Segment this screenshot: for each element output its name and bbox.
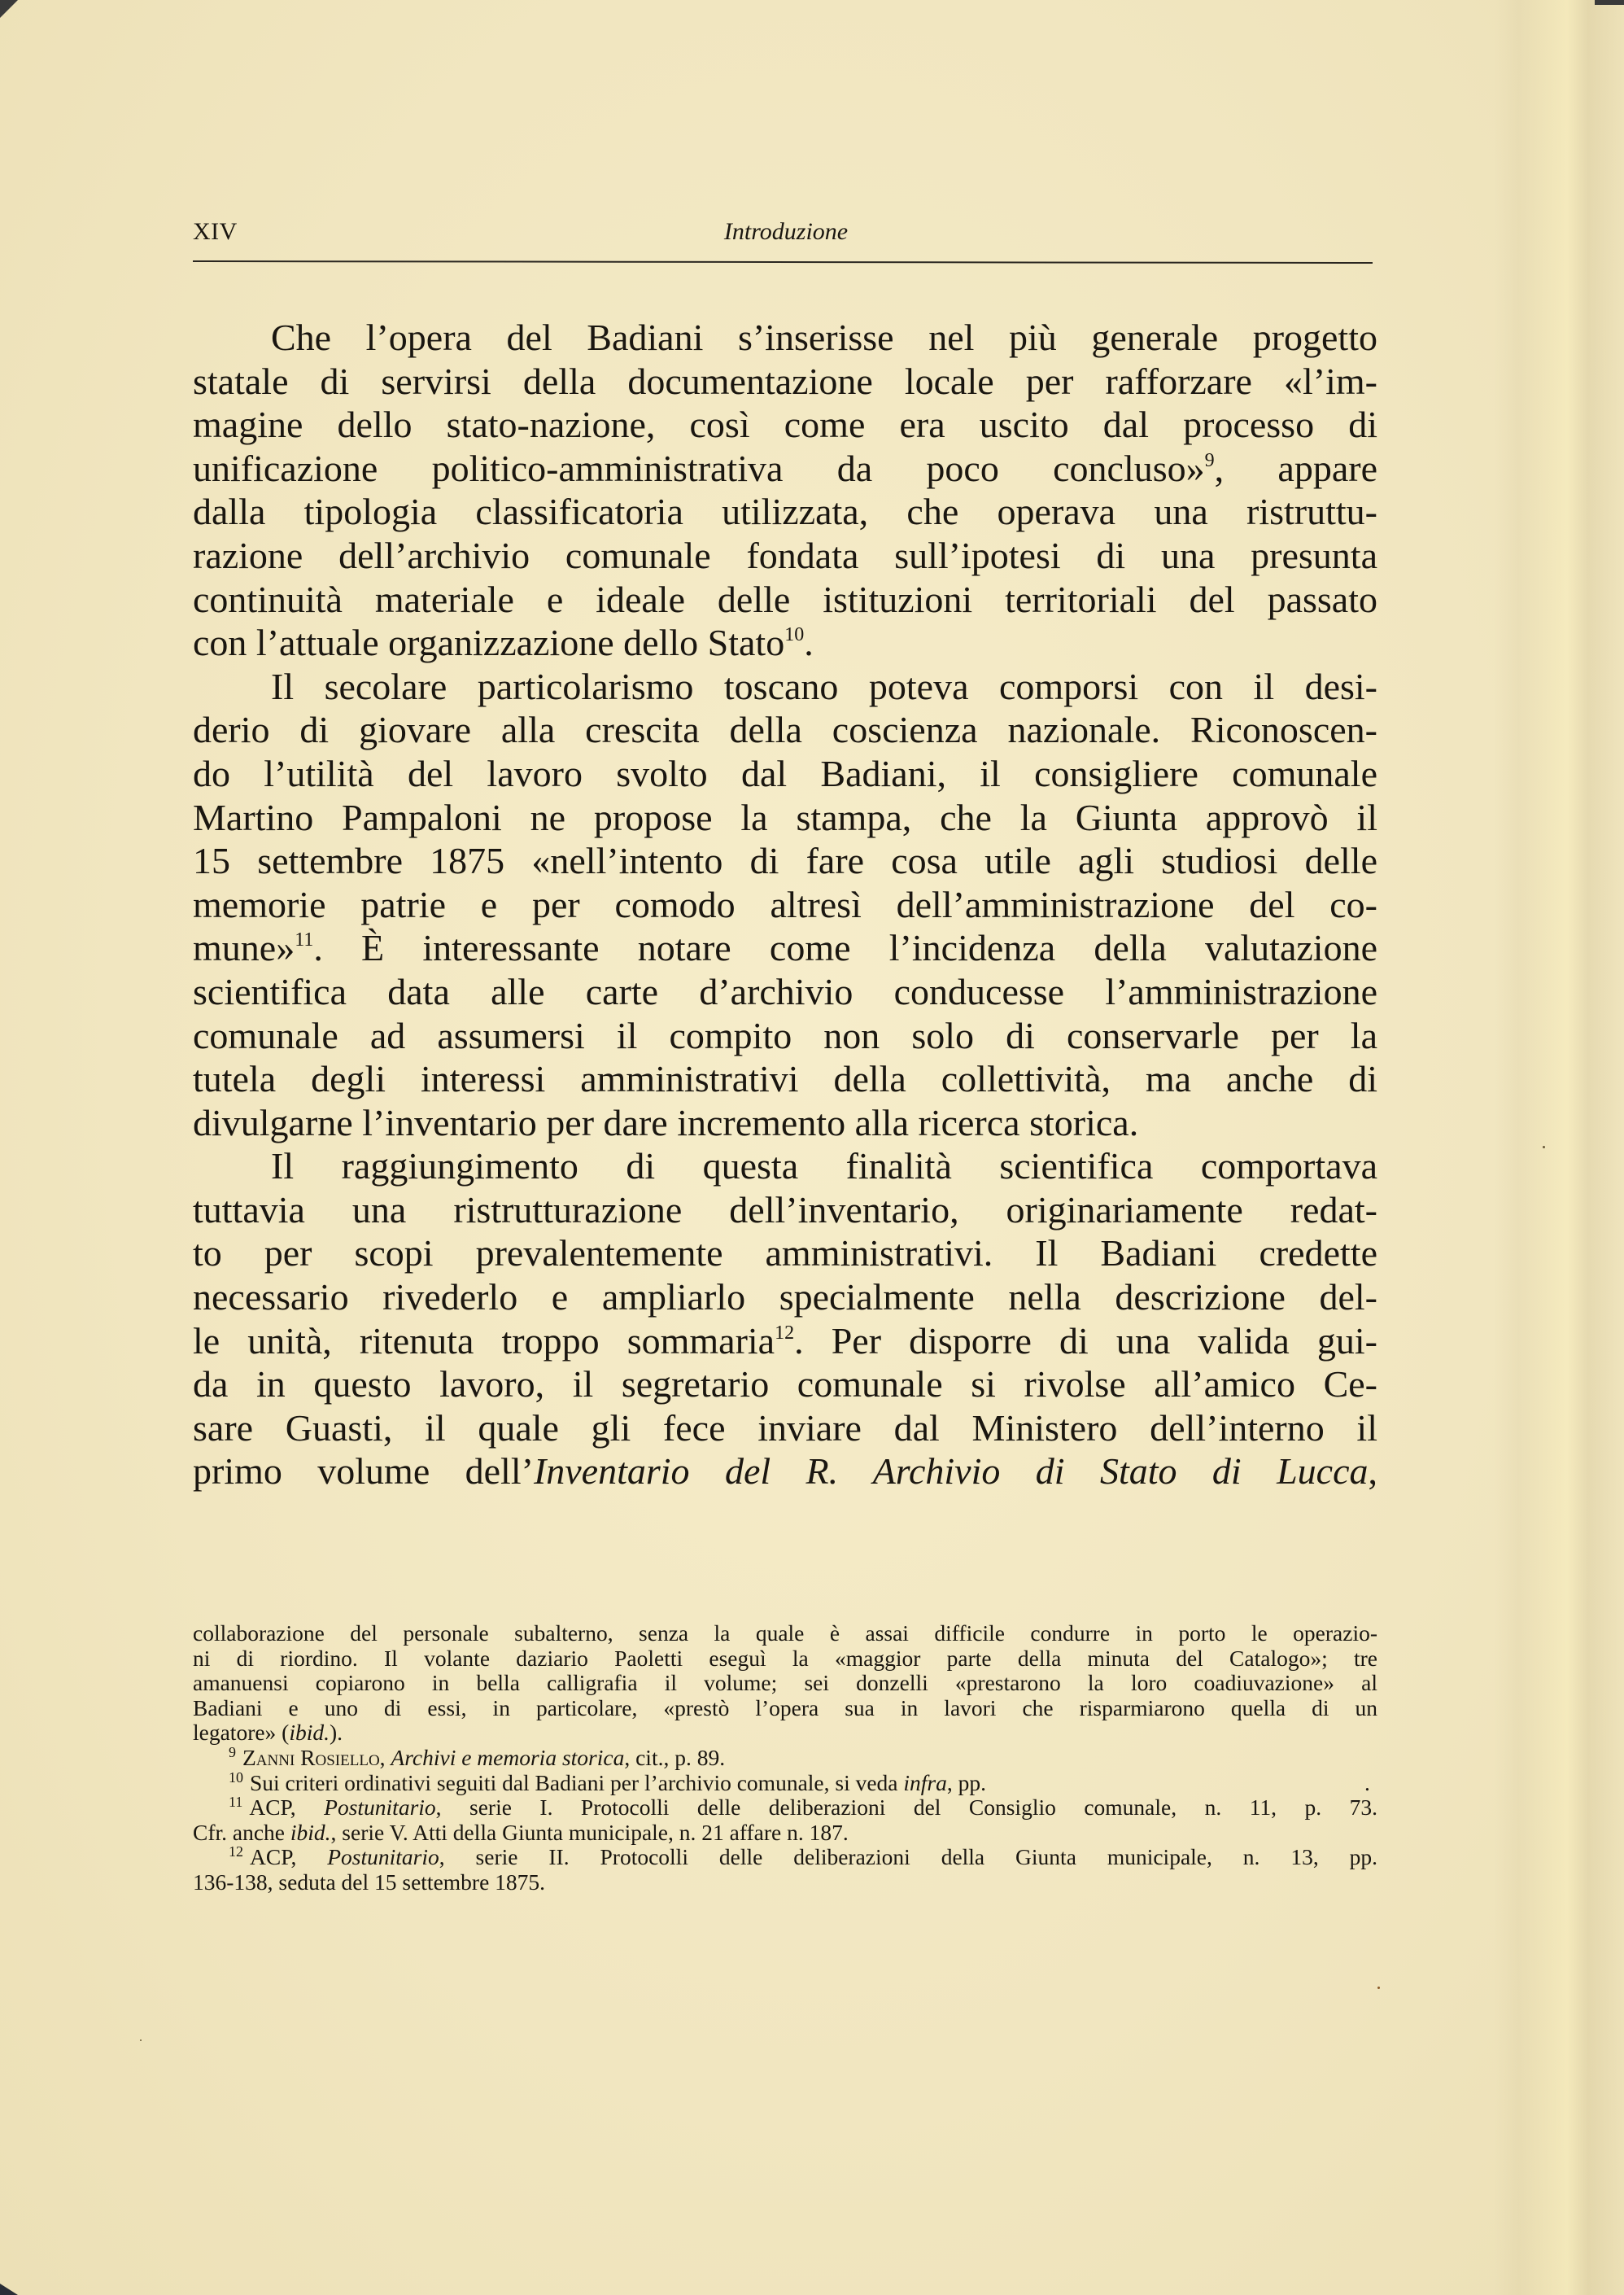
footnotes (193, 1621, 1377, 1895)
footnote-ref[interactable]: 11 (295, 929, 314, 951)
paragraph (193, 665, 1377, 1145)
footnote-line (193, 1821, 1377, 1846)
text-line: do l’utilità del lavoro svolto dal Badiani, il consigliere comunale (193, 752, 1377, 794)
footnote-12 (193, 1845, 1377, 1895)
text-line: to per scopi prevalentemente amministrativi. Il Badiani credette (193, 1232, 1377, 1274)
scan-corner-shadow (0, 0, 18, 18)
text-run: , cit., p. 89. (624, 1744, 726, 1770)
text-run: mune» (193, 927, 295, 969)
text-run: . (804, 622, 814, 664)
paper-speck (1377, 1987, 1380, 1989)
text-line: tuttavia una ristrutturazione dell’inventario, originariamente redat- (193, 1188, 1377, 1231)
text-run: le unità, ritenuta troppo sommaria (193, 1319, 775, 1362)
footnote-line: collaborazione del personale subalterno, senza la quale è assai difficile condurre in porto le operazio- (193, 1620, 1377, 1646)
footnote-line: ni di riordino. Il volante daziario Paoletti eseguì la «maggior parte della minuta del Catalogo»; tre (193, 1645, 1377, 1671)
text-line: divulgarne l’inventario per dare incremento alla ricerca storica. (193, 1101, 1139, 1143)
footnote-line: Badiani e uno di essi, in particolare, «prestò l’opera sua in lavori che risparmiarono quella di un (193, 1694, 1377, 1720)
text-line: continuità materiale e ideale delle istituzioni territoriali del passato (193, 578, 1377, 620)
text-run: Cfr. anche (193, 1819, 290, 1845)
text-run: , (379, 1744, 391, 1770)
footnote-number: 9 (229, 1743, 236, 1760)
text-line: necessario rivederlo e ampliarlo specialmente nella descrizione del- (193, 1276, 1377, 1318)
text-run: infra (903, 1769, 947, 1795)
text-run: ). (330, 1720, 343, 1746)
footnote-9 (193, 1743, 1377, 1771)
paragraph (193, 316, 1377, 665)
text-run: , serie II. Protocolli delle deliberazioni della Giunta municipale, n. 13, pp. (439, 1844, 1377, 1870)
text-line: dalla tipologia classificatoria utilizzata, che operava una ristruttu- (193, 491, 1377, 533)
text-line: memorie patrie e per comodo altresì dell’amministrazione del co- (193, 883, 1377, 925)
footnote-line: amanuensi copiarono in bella calligrafia il volume; sei donzelli «prestarono la loro coadiuvazione» al (193, 1670, 1377, 1696)
main-text (193, 316, 1377, 1493)
footnote-ref[interactable]: 10 (784, 624, 805, 646)
footnote-line (193, 1795, 1377, 1821)
text-run: primo volume dell’ (193, 1450, 534, 1493)
paper-speck (140, 2039, 142, 2041)
text-line: scientifica data alle carte d’archivio conducesse l’amministrazione (193, 970, 1377, 1012)
text-line (193, 447, 1377, 491)
text-run: ACP, (250, 1844, 328, 1870)
paper-speck (1543, 1146, 1545, 1148)
text-run: Postunitario (327, 1844, 439, 1870)
text-line: Il secolare particolarismo toscano poteva comporsi con il desi- (271, 665, 1377, 707)
scan-corner-shadow (1595, 0, 1624, 5)
text-line: derio di giovare alla crescita della coscienza nazionale. Riconoscen- (193, 709, 1377, 751)
text-run: , (1368, 1450, 1377, 1493)
text-line (193, 1319, 1377, 1363)
text-run: . (1364, 1769, 1370, 1795)
text-run: Postunitario (324, 1794, 436, 1821)
text-line (193, 926, 1377, 970)
text-line: comunale ad assumersi il compito non solo di conservarle per la (193, 1014, 1377, 1056)
book-title: Inventario del R. Archivio di Stato di Lucca (533, 1450, 1369, 1493)
text-run: legatore» ( (193, 1720, 290, 1746)
running-head (193, 213, 1379, 262)
scan-corner-shadow (0, 2284, 18, 2295)
text-line: Martino Pampaloni ne propose la stampa, che la Giunta approvò il (193, 796, 1377, 838)
footnote-number: 11 (229, 1794, 243, 1811)
text-run: ACP, (249, 1794, 325, 1821)
footnote-line: 136-138, seduta del 15 settembre 1875. (193, 1869, 546, 1895)
footnote-line (193, 1845, 1377, 1870)
text-line: Che l’opera del Badiani s’inserisse nel più generale progetto (271, 317, 1377, 358)
footnote-11 (193, 1795, 1377, 1845)
footnote-number: 12 (229, 1843, 243, 1860)
text-line: razione dell’archivio comunale fondata sull’ipotesi di una presunta (193, 534, 1377, 576)
text-run: Sui criteri ordinativi seguiti dal Badiani per l’archivio comunale, si veda (250, 1769, 904, 1795)
book-title: Archivi e memoria storica (391, 1744, 625, 1770)
text-run: con l’attuale organizzazione dello Stato (193, 622, 785, 664)
text-run: . È interessante notare come l’incidenza della valutazione (313, 927, 1377, 969)
text-run: ibid. (289, 1720, 330, 1746)
text-line (193, 1449, 1377, 1493)
footnote-ref[interactable]: 9 (1204, 449, 1215, 471)
text-run: , serie I. Protocolli delle deliberazioni del Consiglio comunale, n. 11, p. 73. (435, 1794, 1377, 1821)
text-run: , serie V. Atti della Giunta municipale, n. 21 affare n. 187. (330, 1819, 849, 1845)
text-line: 15 settembre 1875 «nell’intento di fare cosa utile agli studiosi delle (193, 840, 1377, 882)
text-run: . Per disporre di una valida gui- (794, 1319, 1377, 1362)
text-line: statale di servirsi della documentazione locale per rafforzare «l’im- (193, 360, 1377, 402)
footnote-line (193, 1768, 1377, 1796)
text-run: ibid. (290, 1819, 331, 1845)
footnote-10 (193, 1768, 1377, 1796)
text-run: , appare (1214, 447, 1378, 489)
text-run: , pp. (946, 1769, 986, 1795)
footnote-number: 10 (229, 1768, 243, 1786)
author-name: Zanni Rosiello (242, 1744, 380, 1770)
footnote-line (193, 1743, 1377, 1771)
text-line: Il raggiungimento di questa finalità scientifica comportava (271, 1145, 1377, 1187)
text-line: tutela degli interessi amministrativi della collettività, ma anche di (193, 1058, 1377, 1100)
paragraph (193, 1144, 1377, 1493)
footnote-ref[interactable]: 12 (775, 1322, 795, 1344)
text-run: unificazione politico-amministrativa da poco concluso» (193, 447, 1205, 489)
footnote-line (193, 1720, 1377, 1746)
footnote-continued (193, 1621, 1377, 1746)
running-title: Introduzione (723, 218, 849, 245)
text-line: sare Guasti, il quale gli fece inviare dal Ministero dell’interno il (193, 1406, 1377, 1449)
page-number: XIV (193, 218, 238, 245)
text-line: magine dello stato-nazione, così come era uscito dal processo di (193, 404, 1377, 446)
text-line: da in questo lavoro, il segretario comunale si rivolse all’amico Ce- (193, 1363, 1377, 1405)
text-line (193, 621, 1377, 665)
